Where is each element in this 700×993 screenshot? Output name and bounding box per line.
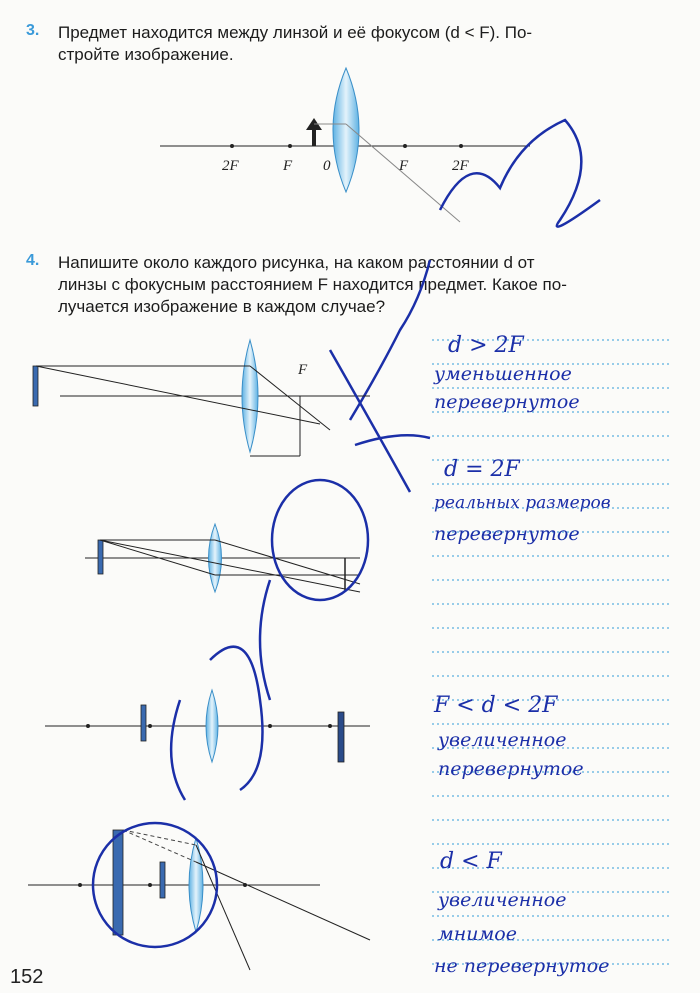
fig2-object [98,540,103,574]
figure-1 [33,340,430,492]
task-4-line-3: лучается изображение в каждом случае? [58,297,386,316]
handwritten-scribble-6 [171,700,185,800]
task-3-line-2: стройте изображение. [58,45,234,64]
answer-2-condition: d = 2F [444,457,520,482]
figure-4 [28,823,370,970]
fig1-lens [242,340,258,452]
handwritten-scribble-3 [330,350,410,492]
fig1-focus-label: F [298,362,308,378]
fig2-lens [209,524,222,592]
answer-3 [433,693,584,780]
label-f-left: F [283,158,293,174]
task-4-line-1: Напишите около каждого рисунка, на каком расстоянии d от [58,253,535,272]
answer-2 [434,457,611,545]
label-f-right: F [399,158,409,174]
fig1-object [33,366,38,406]
fig3-image [338,712,344,762]
answer-1-line-1: уменьшенное [434,363,572,385]
answer-2-line-1: реальных размеров [434,493,611,513]
label-2f-right: 2F [452,158,469,174]
handwritten-circle-1 [272,480,368,600]
task-4-line-2: линзы с фокусным расстоянием F находится предмет. Какое по- [58,275,567,294]
label-zero: 0 [323,158,331,174]
answer-1-line-2: перевернутое [434,391,580,413]
handwritten-scribble-5 [260,580,270,700]
answer-3-line-2: перевернутое [438,758,584,780]
figure-3 [45,647,370,800]
figure-2 [85,480,368,700]
page-number: 152 [10,966,44,988]
answer-4-line-3: не перевернутое [434,955,610,977]
answer-4-condition: d < F [440,849,502,874]
answer-3-line-1: увеличенное [438,729,567,751]
answer-3-condition: F < d < 2F [434,693,558,718]
fig3-lens [206,690,218,762]
fig4-virtual-image [113,830,123,935]
label-2f-left: 2F [222,158,239,174]
handwritten-scribble-4 [355,435,430,445]
answer-2-line-2: перевернутое [434,523,580,545]
task-4-number: 4. [26,252,40,269]
answer-4-line-1: увеличенное [438,889,567,911]
lens [333,68,359,192]
answer-1-condition: d > 2F [448,333,524,358]
fig4-object [160,862,165,898]
answer-1 [433,333,580,413]
fig4-lens [189,838,203,932]
answer-4-line-2: мнимое [438,923,517,945]
task-3-line-1: Предмет находится между линзой и её фокусом (d < F). По- [58,23,533,42]
fig3-object [141,705,146,741]
task-3-number: 3. [26,22,40,39]
